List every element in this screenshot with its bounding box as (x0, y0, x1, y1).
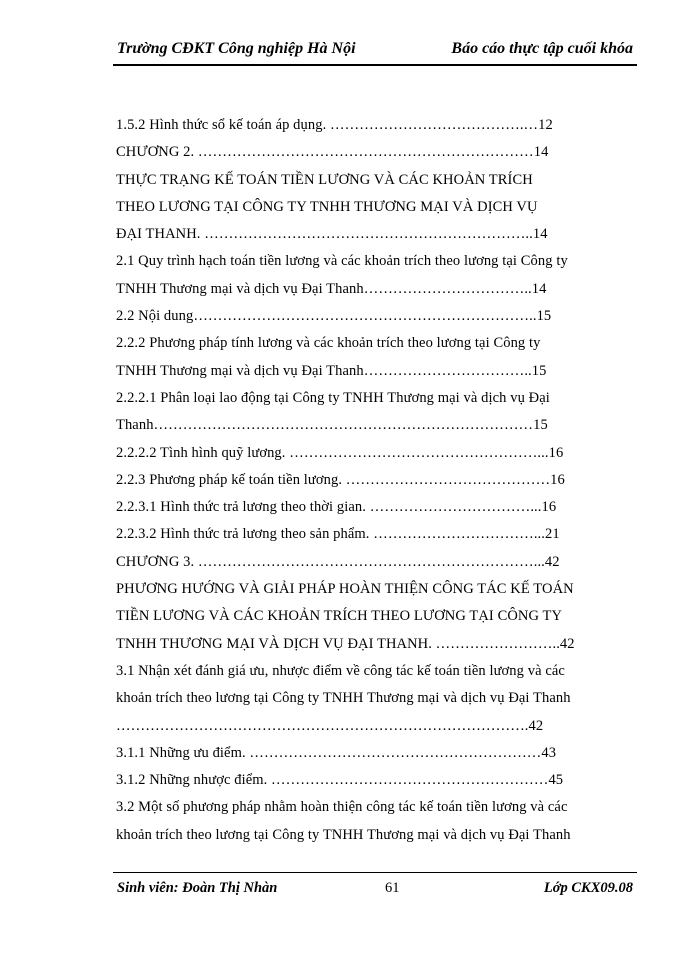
toc-line: 2.2.3.1 Hình thức trả lương theo thời gian. ……………………………...16 (116, 499, 557, 516)
toc-line: Thanh……………………………………………………………………15 (116, 417, 548, 434)
header-school: Trường CĐKT Công nghiệp Hà Nội (117, 40, 356, 57)
toc-line: THỰC TRẠNG KẾ TOÁN TIỀN LƯƠNG VÀ CÁC KHOẢN TRÍCH (116, 171, 533, 188)
toc-line: 3.1.1 Những ưu điểm. ……………………………………………………43 (116, 744, 557, 761)
toc-line: ………………………………………………………………………….42 (116, 717, 544, 734)
header-report-title: Báo cáo thực tập cuối khóa (451, 40, 633, 57)
toc-line: PHƯƠNG HƯỚNG VÀ GIẢI PHÁP HOÀN THIỆN CÔNG TÁC KẾ TOÁN (116, 581, 574, 598)
table-of-contents (116, 112, 636, 849)
toc-line: 3.1.2 Những nhược điểm. …………………………………………………45 (116, 772, 564, 789)
toc-line: 2.2.3.2 Hình thức trả lương theo sản phẩm. ……………………………...21 (116, 526, 560, 543)
toc-line: TNHH THƯƠNG MẠI VÀ DỊCH VỤ ĐẠI THANH. ……………………..42 (116, 635, 575, 652)
toc-line: 2.2.2.1 Phân loại lao động tại Công ty TNHH Thương mại và dịch vụ Đại (116, 389, 550, 406)
toc-line: CHƯƠNG 3. ……………………………………………………………...42 (116, 553, 560, 570)
footer-student: Sinh viên: Đoàn Thị Nhàn (117, 880, 278, 896)
toc-line: 2.2.2.2 Tình hình quỹ lương. ……………………………………………...16 (116, 444, 564, 461)
page-footer (113, 872, 637, 899)
toc-line: 2.2.3 Phương pháp kế toán tiền lương. ……………………………………16 (116, 471, 565, 488)
footer-class: Lớp CKX09.08 (543, 880, 633, 896)
toc-line: 2.2.2 Phương pháp tính lương và các khoản trích theo lương tại Công ty (116, 335, 541, 352)
page-header (113, 38, 637, 66)
page-number: 61 (385, 880, 400, 896)
toc-line: 2.2 Nội dung……………………………………………………………..15 (116, 308, 552, 325)
toc-line: 3.1 Nhận xét đánh giá ưu, nhược điểm về công tác kế toán tiền lương và các (116, 662, 565, 679)
toc-line: TNHH Thương mại và dịch vụ Đại Thanh……………………………..14 (116, 280, 547, 297)
toc-line: 2.1 Quy trình hạch toán tiền lương và các khoản trích theo lương tại Công ty (116, 253, 568, 270)
toc-line: ĐẠI THANH. …………………………………………………………..14 (116, 226, 548, 243)
toc-line: TIỀN LƯƠNG VÀ CÁC KHOẢN TRÍCH THEO LƯƠNG TẠI CÔNG TY (116, 608, 563, 625)
toc-line: 1.5.2 Hình thức sổ kế toán áp dụng. ………………………………….…12 (116, 117, 553, 133)
toc-line: CHƯƠNG 2. ……………………………………………………………14 (116, 144, 549, 161)
toc-line: TNHH Thương mại và dịch vụ Đại Thanh……………………………..15 (116, 362, 547, 379)
toc-line: khoản trích theo lương tại Công ty TNHH Thương mại và dịch vụ Đại Thanh (116, 826, 571, 843)
toc-line: 3.2 Một số phương pháp nhằm hoàn thiện công tác kế toán tiền lương và các (116, 799, 568, 816)
toc-line: THEO LƯƠNG TẠI CÔNG TY TNHH THƯƠNG MẠI VÀ DỊCH VỤ (116, 198, 538, 215)
toc-line: khoản trích theo lương tại Công ty TNHH Thương mại và dịch vụ Đại Thanh (116, 690, 571, 707)
